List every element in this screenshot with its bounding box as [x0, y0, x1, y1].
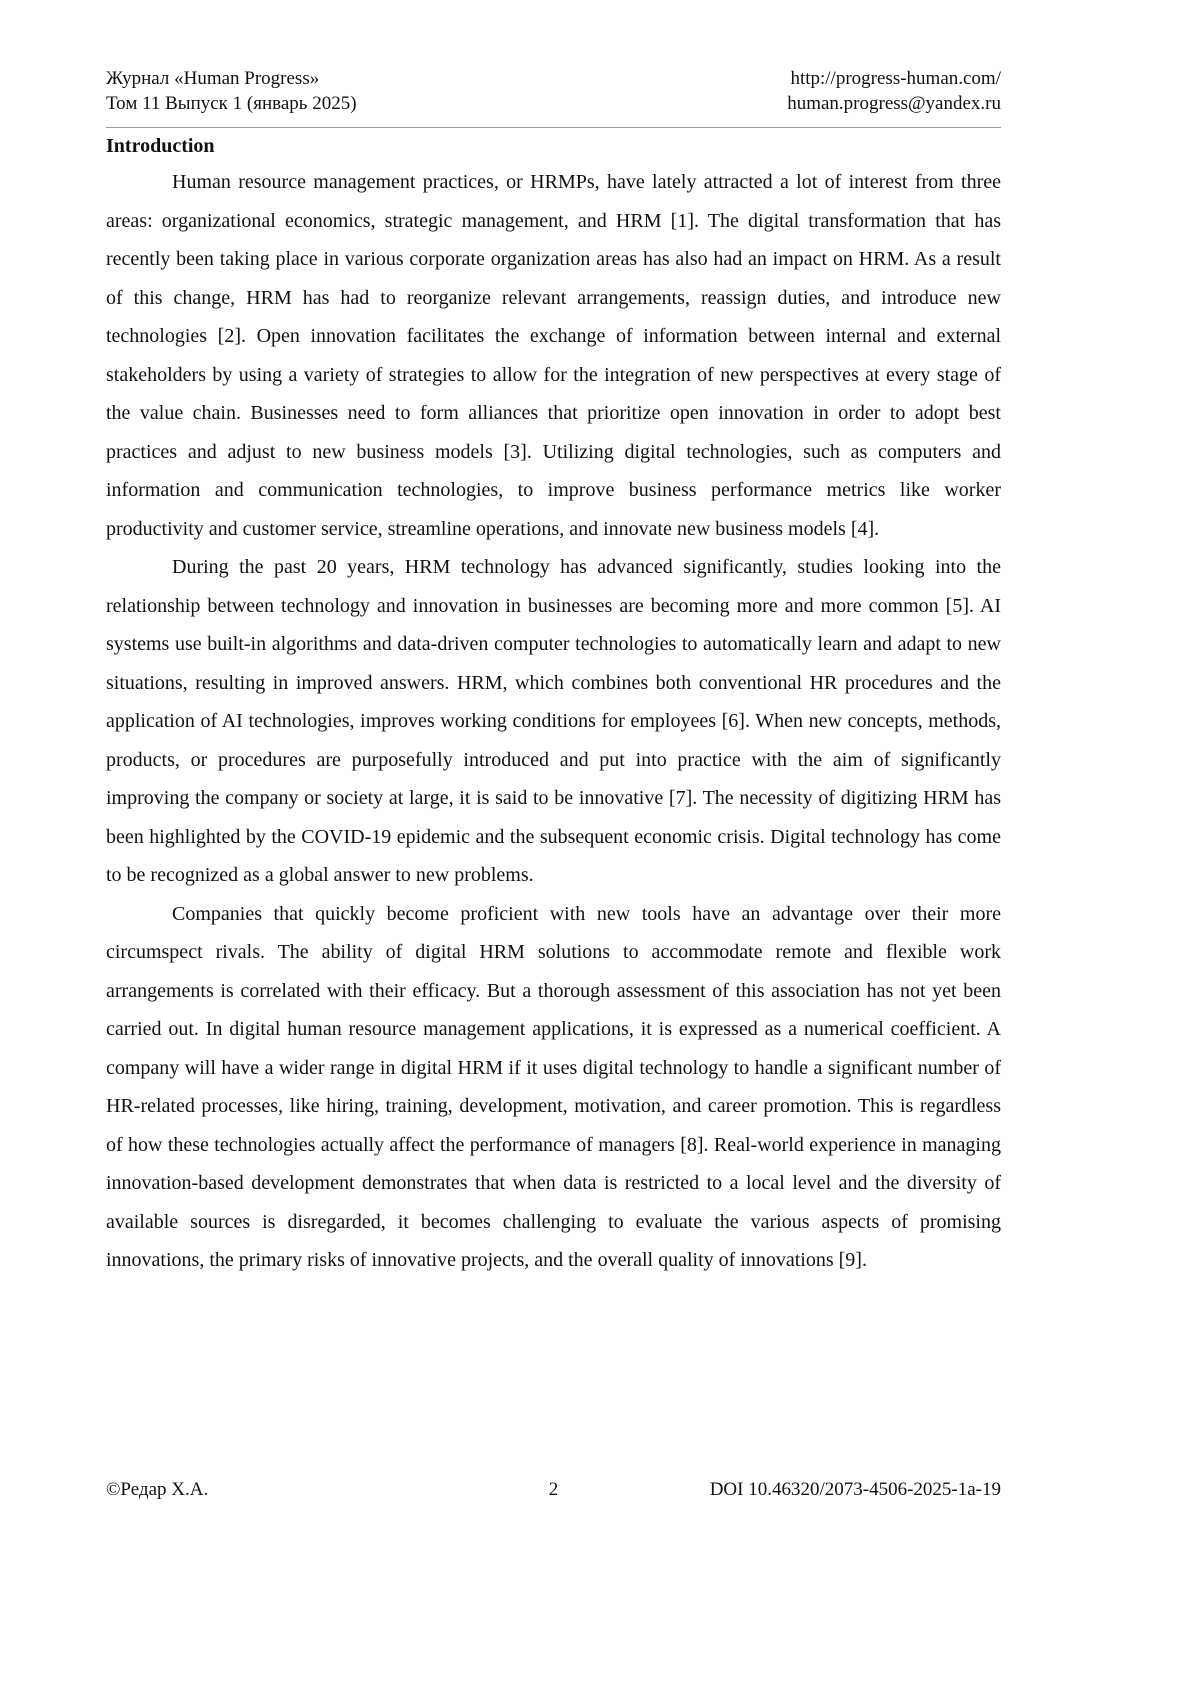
paragraph-2: During the past 20 years, HRM technology has advanced significantly, studies looking into the relationship between technology and innovation in businesses are becoming more and more common [5]. AI systems use built-in algorithms and data-driven computer technologies to automatically learn and adapt to new situations, resulting in improved answers. HRM, which combines both conventional HR procedures and the application of AI technologies, improves working conditions for employees [6]. When new concepts, methods, products, or procedures are purposefully introduced and put into practice with the aim of significantly improving the company or society at large, it is said to be innovative [7]. The necessity of digitizing HRM has been highlighted by the COVID-19 epidemic and the subsequent economic crisis. Digital technology has come to be recognized as a global answer to new problems.	[106, 556, 1001, 886]
journal-issue: Том 11 Выпуск 1 (январь 2025)	[106, 93, 357, 114]
footer-doi: DOI 10.46320/2073-4506-2025-1a-19	[709, 1479, 1001, 1500]
page-footer	[106, 1477, 1001, 1503]
page-number: 2	[548, 1479, 559, 1500]
section-heading: Introduction	[106, 135, 215, 157]
paragraph-1: Human resource management practices, or HRMPs, have lately attracted a lot of interest from three areas: organizational economics, strategic management, and HRM [1]. The digital transformation that has recently been taking place in various corporate organization areas has also had an impact on HRM. As a result of this change, HRM has had to reorganize relevant arrangements, reassign duties, and introduce new technologies [2]. Open innovation facilitates the exchange of information between internal and external stakeholders by using a variety of strategies to allow for the integration of new perspectives at every stage of the value chain. Businesses need to form alliances that prioritize open innovation in order to adopt best practices and adjust to new business models [3]. Utilizing digital technologies, such as computers and information and communication technologies, to improve business performance metrics like worker productivity and customer service, streamline operations, and innovate new business models [4].	[106, 171, 1001, 540]
header-contact-info	[787, 66, 1001, 116]
header-divider	[106, 127, 1001, 128]
journal-email[interactable]: human.progress@yandex.ru	[787, 93, 1001, 114]
journal-url[interactable]: http://progress-human.com/	[790, 68, 1001, 89]
footer-author: ©Редар Х.А.	[106, 1479, 209, 1500]
main-content	[106, 129, 1001, 1280]
journal-name: Журнал «Human Progress»	[106, 68, 320, 89]
paragraph-3: Companies that quickly become proficient with new tools have an advantage over their more circumspect rivals. The ability of digital HRM solutions to accommodate remote and flexible work arrangements is correlated with their efficacy. But a thorough assessment of this association has not yet been carried out. In digital human resource management applications, it is expressed as a numerical coefficient. A company will have a wider range in digital HRM if it uses digital technology to handle a significant number of HR-related processes, like hiring, training, development, motivation, and career promotion. This is regardless of how these technologies actually affect the performance of managers [8]. Real-world experience in managing innovation-based development demonstrates that when data is restricted to a local level and the diversity of available sources is disregarded, it becomes challenging to evaluate the various aspects of promising innovations, the primary risks of innovative projects, and the overall quality of innovations [9].	[106, 902, 1001, 1271]
header-journal-info	[106, 66, 357, 116]
